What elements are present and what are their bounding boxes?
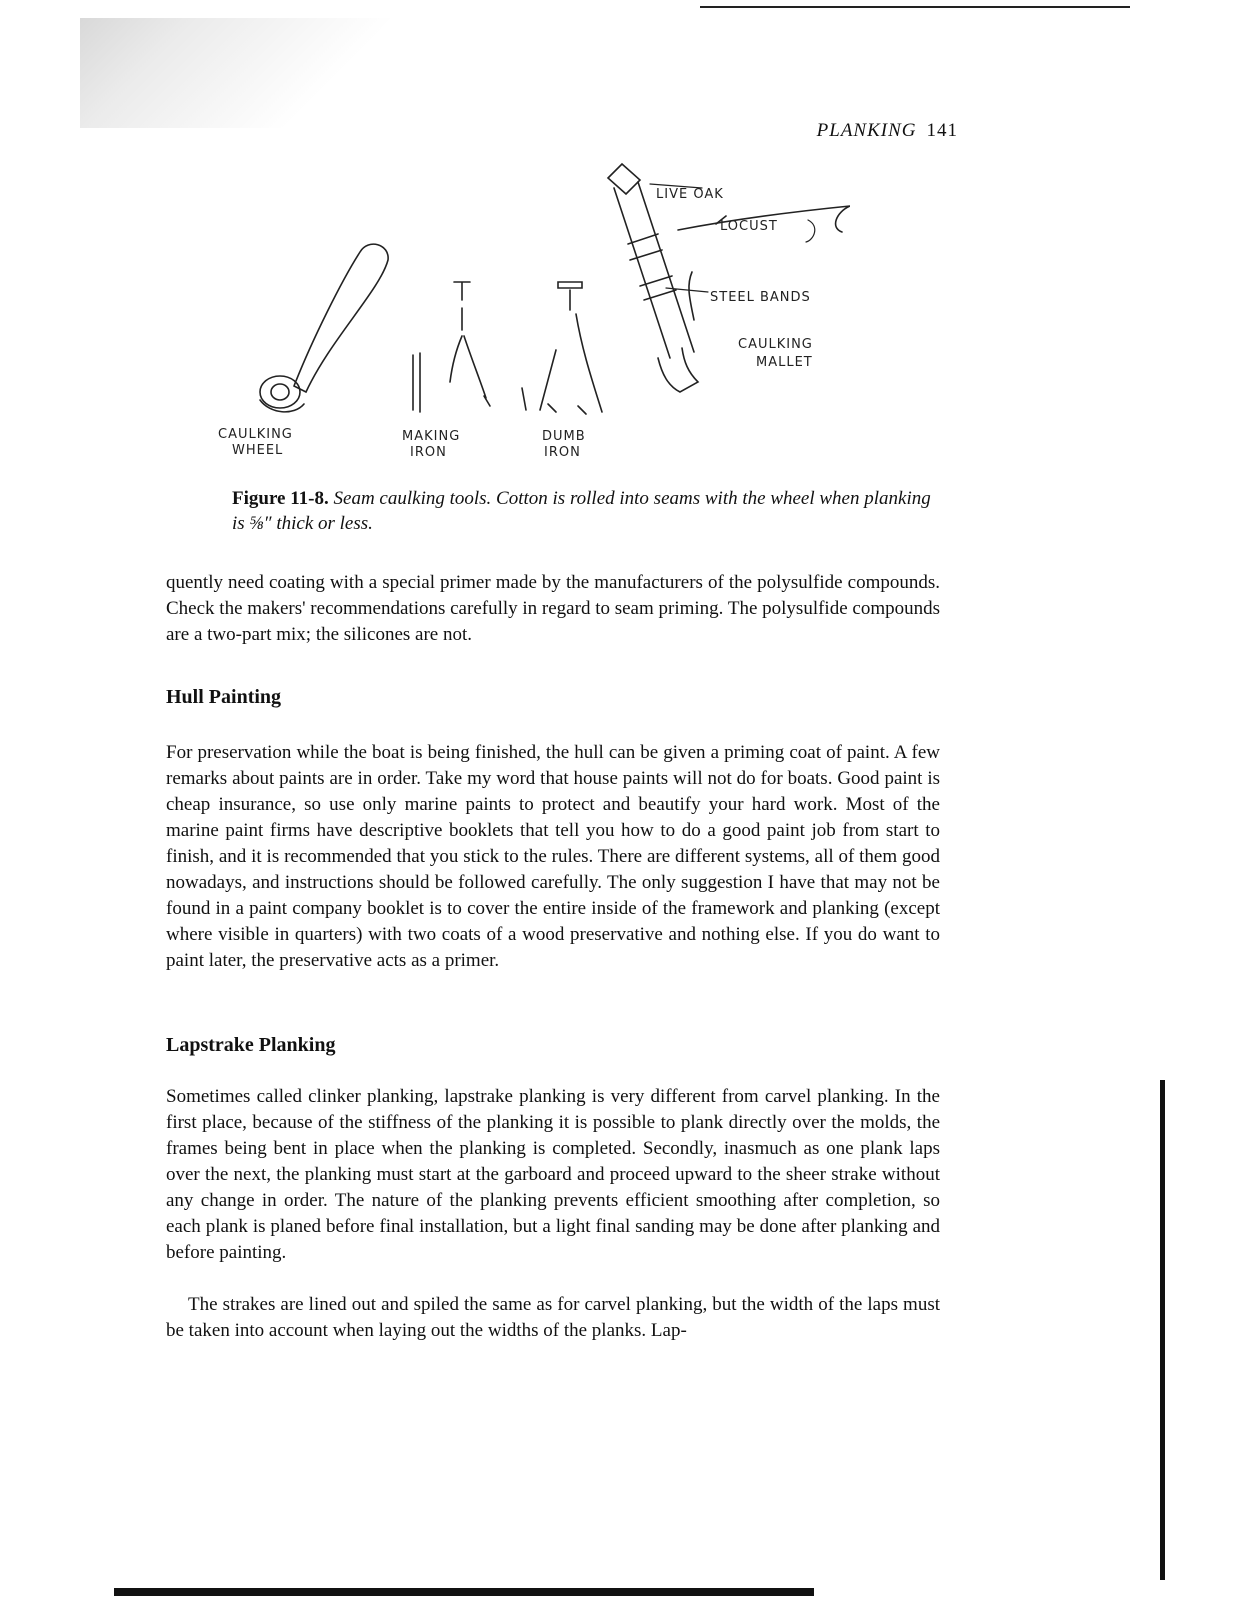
label-caulking-wheel-line1: CAULKING [218, 427, 293, 442]
caulking-tools-illustration [210, 160, 850, 470]
caption-text: Seam caulking tools. Cotton is rolled into seams with the wheel when planking is ⅝″ thick or less. [232, 488, 931, 534]
label-locust: LOCUST [720, 219, 778, 234]
paragraph-hull-painting: For preservation while the boat is being finished, the hull can be given a priming coat of paint. A few remarks about paints are in order. Take my word that house paints will not do for boats. Good paint is cheap insurance, so use only marine paints to protect and beautify your hard work. Most of the marine paint firms have descriptive booklets that tell you how to do a good paint job from start to finish, and it is recommended that you stick to the rules. There are different systems, all of them good nowadays, and instructions should be followed carefully. The only suggestion I have that may not be found in a paint company booklet is to cover the entire inside of the framework and planking (except where visible in quarters) with two coats of a wood preservative and nothing else. If you do want to paint later, the preservative acts as a primer. [166, 742, 940, 971]
figure-caption [232, 486, 932, 536]
making-iron-drawing [413, 282, 490, 412]
label-caulking-mallet-line1: CAULKING [738, 337, 813, 352]
top-edge-rule [700, 6, 1130, 8]
label-caulking-wheel-line2: WHEEL [232, 443, 284, 458]
caulking-wheel-drawing [260, 244, 388, 412]
scan-shading [80, 18, 420, 128]
label-steel-bands: STEEL BANDS [710, 290, 811, 305]
paragraph-continuation: quently need coating with a special primer made by the manufacturers of the polysulfide compounds. Check the makers' recommendations carefully in regard to seam priming. The polysulfide compounds are a two-part mix; the silicones are not. [166, 572, 940, 645]
right-edge-rule [1160, 1080, 1165, 1580]
label-dumb-iron-line1: DUMB [542, 429, 586, 444]
running-head-title: PLANKING [816, 120, 917, 141]
running-head [760, 120, 958, 142]
caulking-mallet-drawing [608, 164, 850, 392]
heading-hull-painting: Hull Painting [166, 686, 282, 708]
heading-lapstrake-planking: Lapstrake Planking [166, 1034, 336, 1056]
caption-label: Figure 11-8. [232, 488, 329, 509]
page-number: 141 [926, 120, 958, 141]
figure-caulking-tools [210, 160, 850, 470]
label-making-iron-line2: IRON [410, 445, 447, 460]
dumb-iron-drawing [522, 282, 602, 414]
bottom-edge-rule [114, 1588, 814, 1596]
paragraph-lapstrake-2: The strakes are lined out and spiled the same as for carvel planking, but the width of the laps must be taken into account when laying out the widths of the planks. Lap- [166, 1294, 940, 1341]
label-making-iron-line1: MAKING [402, 429, 461, 444]
paragraph-lapstrake-1: Sometimes called clinker planking, lapstrake planking is very different from carvel planking. In the first place, because of the stiffness of the planking it is possible to plank directly over the molds, the frames being bent in place when the planking is completed. Secondly, inasmuch as one plank laps over the next, the planking must start at the garboard and proceed upward to the sheer strake without any change in order. The nature of the planking prevents efficient smoothing after completion, so each plank is planed before final installation, but a light final sanding may be done after planking and before painting. [166, 1086, 940, 1263]
label-caulking-mallet-line2: MALLET [756, 355, 813, 370]
label-dumb-iron-line2: IRON [544, 445, 581, 460]
label-live-oak: LIVE OAK [656, 187, 724, 202]
